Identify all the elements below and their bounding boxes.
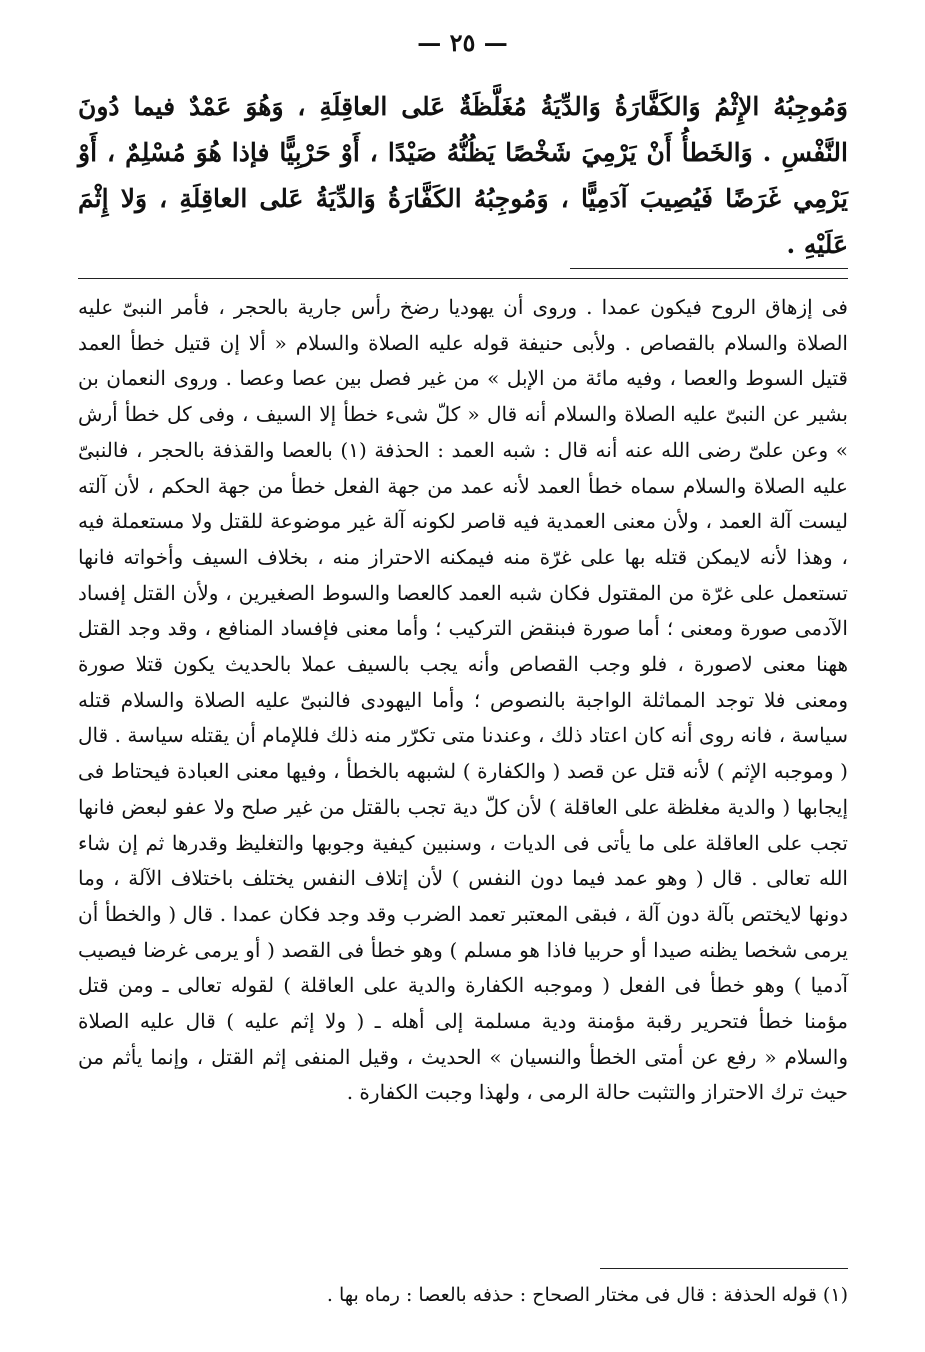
page-number: — ٢٥ —	[417, 28, 508, 57]
main-text	[78, 84, 848, 268]
commentary-paragraph: فى إزهاق الروح فيكون عمدا . وروى أن يهوديا رضخ رأس جارية بالحجر ، فأمر النبىّ عليه الصلاة والسلام بالقصاص . ولأبى حنيفة قوله عليه الصلاة والسلام « ألا إن قتيل خطأ العمد قتيل السوط والعصا ، وفيه مائة من الإبل » من غير فصل بين عصا وعصا . وروى النعمان بن بشير عن النبىّ عليه الصلاة والسلام أنه قال « كلّ شىء خطأ إلا السيف ، وفى كل خطأ أرش » وعن علىّ رضى الله عنه أنه قال : شبه العمد : الحذفة (١) بالعصا والقذفة بالحجر ، فالنبىّ عليه الصلاة والسلام سماه خطأ العمد لأنه عمد من جهة الفعل خطأ من جهة الحكم ، لأن آلته ليست آلة العمد ، ولأن معنى العمدية فيه قاصر لكونه آلة غير موضوعة للقتل ولا مستعملة فيه ، وهذا لأنه لايمكن قتله بها على غرّة منه فيمكنه الاحتراز منه ، بخلاف السيف وأخواته فانها تستعمل على غرّة من المقتول فكان شبه العمد كالعصا والسوط الصغيرين ، ولأن القتل إفساد الآدمى صورة ومعنى ؛ أما صورة فبنقض التركيب ؛ وأما معنى فإفساد المنافع ، وقد وجد القتل ههنا معنى لاصورة ، فلو وجب القصاص وأنه يجب بالسيف عملا بالحديث يكون قتلا صورة ومعنى فلا توجد المماثلة الواجبة بالنصوص ؛ وأما اليهودى فالنبىّ عليه الصلاة والسلام قتله سياسة ، فانه روى أنه كان اعتاد ذلك ، وعندنا متى تكرّر منه ذلك فللإمام أن يقتله سياسة . قال ( وموجبه الإثم ) لأنه قتل عن قصد ( والكفارة ) لشبهه بالخطأ ، وفيها معنى العبادة فيحتاط فى إيجابها ( والدية مغلظة على العاقلة ) لأن كلّ دية تجب بالقتل من غير صلح ولا عفو لبعض فانها تجب على العاقلة على ما يأتى فى الديات ، وسنبين كيفية وجوبها والتغليظ وقدرها ثم إن شاء الله تعالى . قال ( وهو عمد فيما دون النفس ) لأن إتلاف النفس يختلف باختلاف الآلة ، وما دونها لايختص بآلة دون آلة ، فبقى المعتبر تعمد الضرب وقد وجد فكان عمدا . قال ( والخطأ أن يرمى شخصا يظنه صيدا أو حربيا فاذا هو مسلم ) وهو خطأ فى القصد ( أو يرمى غرضا فيصيب آدميا ) وهو خطأ فى الفعل ( وموجبه الكفارة والدية على العاقلة ) لقوله تعالى ـ ومن قتل مؤمنا خطأ فتحرير رقبة مؤمنة ودية مسلمة إلى أهله ـ ( ولا إثم عليه ) قال عليه الصلاة والسلام « رفع عن أمتى الخطأ والنسيان » الحديث ، وقيل المنفى إثم القتل ، وإنما يأثم من حيث ترك الاحتراز والتثبت حالة الرمى ، ولهذا وجبت الكفارة .	[78, 295, 848, 1105]
main-text-paragraph: وَمُوجِبُهُ الإِثْمُ وَالكَفَّارَةُ وَالدِّيَةُ مُغَلَّظَةٌ عَلى العاقِلَةِ ، وَهُوَ عَمْدٌ فيما دُونَ النَّفْسِ . وَالخَطأُ أَنْ يَرْمِيَ شَخْصًا يَظُنُّهُ صَيْدًا ، أَوْ حَرْبِيًّا فإذا هُوَ مُسْلِمٌ ، أَوْ يَرْمِي غَرَضًا فَيُصِيبَ آدَمِيًّا ، وَمُوجِبُهُ الكَفَّارَةُ وَالدِّيَةُ عَلى العاقِلَةِ ، وَلا إِثْمَ عَلَيْهِ .	[78, 92, 848, 259]
main-text-end-rule	[570, 268, 848, 269]
footnote-divider	[600, 1268, 848, 1269]
section-divider	[78, 278, 848, 279]
commentary-text	[78, 290, 848, 1111]
footnote: (١) قوله الحذفة : قال فى مختار الصحاح : حذفه بالعصا : رماه بها .	[326, 1284, 848, 1306]
